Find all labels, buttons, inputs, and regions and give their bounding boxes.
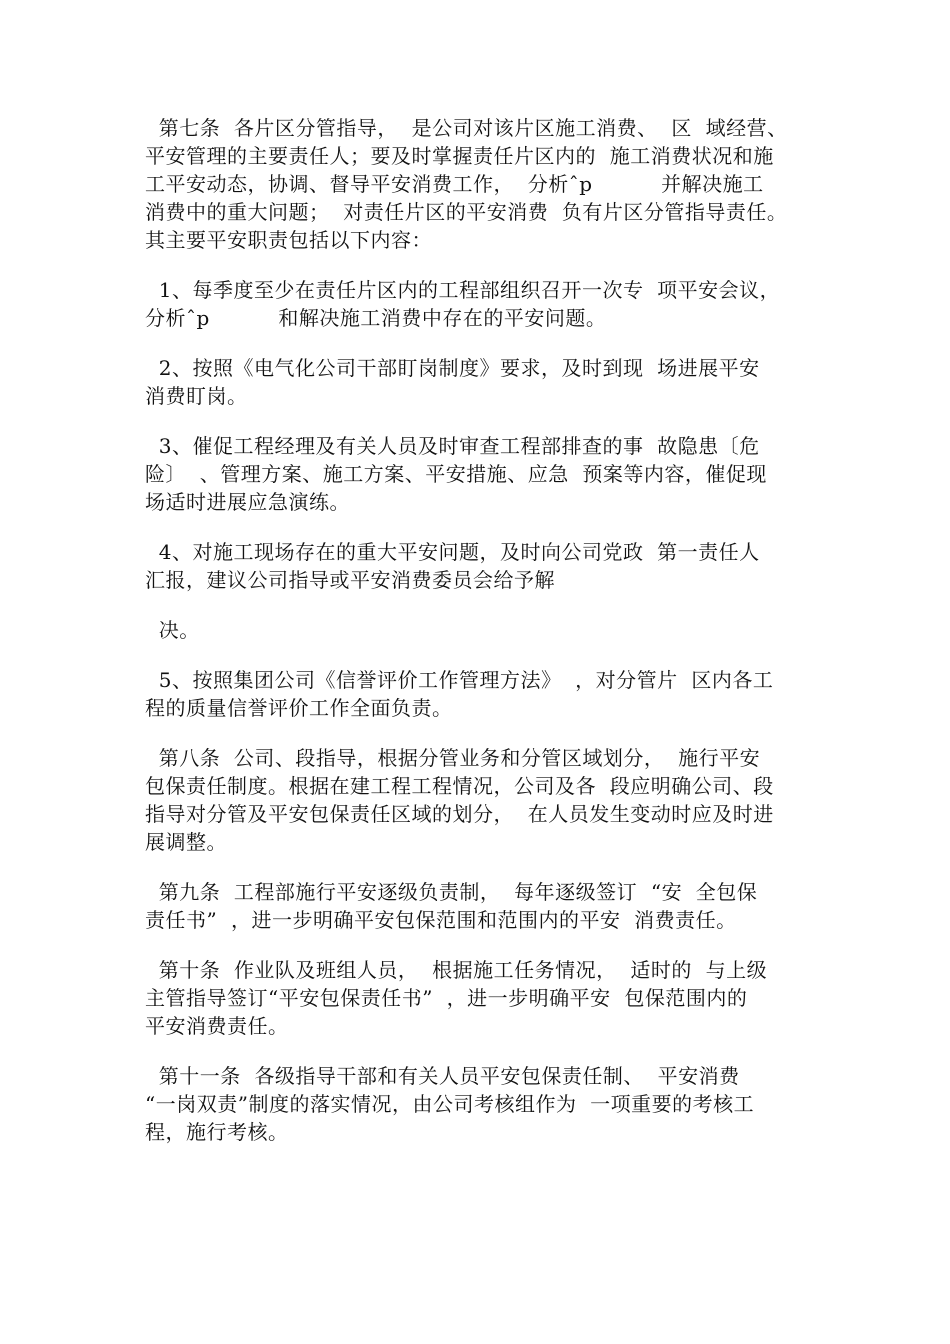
item-5-line-1: 5、按照集团公司《信誉评价工作管理方法》 ，对分管片 区内各工 — [145, 668, 774, 692]
article-7-line-2: 平安管理的主要责任人；要及时掌握责任片区内的 施工消费状况和施 — [145, 144, 774, 168]
item-3-line-1: 3、催促工程经理及有关人员及时审查工程部排查的事 故隐患〔危 — [145, 434, 760, 458]
article-11-line-2: “一岗双责”制度的落实情况，由公司考核组作为 一项重要的考核工 — [145, 1092, 755, 1116]
article-8-line-3: 指导对分管及平安包保责任区域的划分， 在人员发生变动时应及时进 — [145, 802, 774, 826]
item-4-line-1: 4、对施工现场存在的重大平安问题，及时向公司党政 第一责任人 — [145, 540, 760, 564]
article-7-line-4: 消费中的重大问题； 对责任片区的平安消费 负有片区分管指导责任。 — [145, 200, 788, 224]
article-8-line-2: 包保责任制度。根据在建工程工程情况，公司及各 段应明确公司、段 — [145, 774, 774, 798]
item-4-line-2: 汇报，建议公司指导或平安消费委员会给予解 — [145, 568, 555, 592]
article-10-line-1: 第十条 作业队及班组人员， 根据施工任务情况， 适时的 与上级 — [145, 958, 768, 982]
item-1-line-1: 1、每季度至少在责任片区内的工程部组织召开一次专 项平安会议， — [145, 278, 781, 302]
article-10-line-3: 平安消费责任。 — [145, 1014, 289, 1038]
item-2-line-1: 2、按照《电气化公司干部盯岗制度》要求，及时到现 场进展平安 — [145, 356, 760, 380]
article-9-line-1: 第九条 工程部施行平安逐级负责制， 每年逐级签订 “安 全包保 — [145, 880, 758, 904]
article-11-line-1: 第十一条 各级指导干部和有关人员平安包保责任制、 平安消费 — [145, 1064, 740, 1088]
article-7-line-1: 第七条 各片区分管指导， 是公司对该片区施工消费、 区 域经营、 — [145, 116, 788, 140]
item-3-line-3: 场适时进展应急演练。 — [145, 490, 350, 514]
article-7-line-3: 工平安动态，协调、督导平安消费工作， 分析ˆp 并解决施工 — [145, 172, 764, 196]
article-10-line-2: 主管指导签订“平安包保责任书” ，进一步明确平安 包保范围内的 — [145, 986, 748, 1010]
article-8-line-4: 展调整。 — [145, 830, 227, 854]
item-5-line-2: 程的质量信誉评价工作全面负责。 — [145, 696, 453, 720]
item-3-line-2: 险〕 、管理方案、施工方案、平安措施、应急 预案等内容，催促现 — [145, 462, 767, 486]
article-11-line-3: 程，施行考核。 — [145, 1120, 289, 1144]
article-9-line-2: 责任书” ，进一步明确平安包保范围和范围内的平安 消费责任。 — [145, 908, 737, 932]
item-1-line-2: 分析ˆp 和解决施工消费中存在的平安问题。 — [145, 306, 607, 330]
item-2-line-2: 消费盯岗。 — [145, 384, 248, 408]
article-7-line-5: 其主要平安职责包括以下内容： — [145, 228, 432, 252]
item-4-line-3: 决。 — [145, 618, 200, 642]
article-8-line-1: 第八条 公司、段指导，根据分管业务和分管区域划分， 施行平安 — [145, 746, 761, 770]
